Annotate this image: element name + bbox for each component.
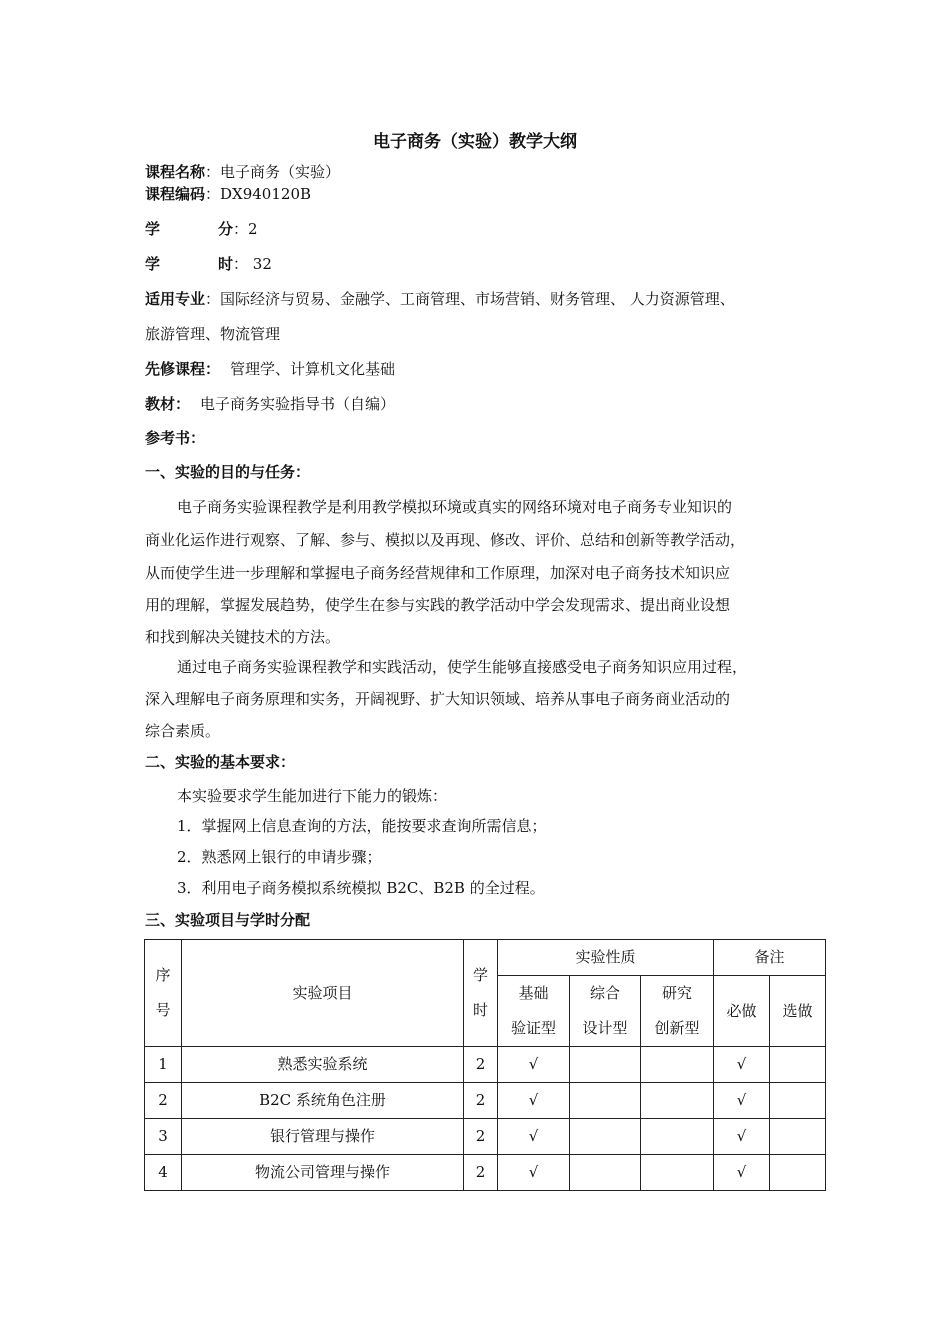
cell-hours: 2 <box>464 1083 498 1119</box>
experiment-table <box>144 939 826 1191</box>
course-name-label: 课程名称 <box>145 163 206 181</box>
cell-research <box>641 1119 714 1155</box>
section1-p1-line: 和找到解决关键技术的方法。 <box>145 628 341 646</box>
textbook-label: 教材： <box>145 395 191 413</box>
majors-label: 适用专业 <box>145 290 206 308</box>
table-row <box>145 1119 826 1155</box>
cell-basic: √ <box>498 1047 570 1083</box>
course-code-label: 课程编码 <box>145 185 206 203</box>
section2-heading: 二、实验的基本要求： <box>145 753 296 771</box>
prereq-value: 管理学、计算机文化基础 <box>230 360 396 378</box>
cell-comprehensive <box>570 1047 641 1083</box>
section1-p2-line: 深入理解电子商务原理和实务，开阔视野、扩大知识领域、培养从事电子商务商业活动的 <box>145 690 731 708</box>
course-name-value: ：电子商务（实验） <box>205 163 341 181</box>
cell-optional <box>770 1083 826 1119</box>
prereq-line <box>145 358 395 379</box>
section3-heading: 三、实验项目与学时分配 <box>145 911 311 929</box>
cell-seq: 2 <box>145 1083 182 1119</box>
header-comprehensive: 综合 设计型 <box>570 976 641 1047</box>
header-basic: 基础 验证型 <box>498 976 570 1047</box>
majors-line-2: 旅游管理、物流管理 <box>145 325 281 343</box>
textbook-line <box>145 393 395 414</box>
course-code-value: ：DX940120B <box>205 185 312 203</box>
credit-label-b: 分 <box>218 220 234 238</box>
course-name-line <box>145 161 340 182</box>
section1-p1-line: 电子商务实验课程教学是利用教学模拟环境或真实的网络环境对电子商务专业知识的 <box>177 498 733 516</box>
header-nature: 实验性质 <box>498 940 714 976</box>
section1-p1-line: 从而使学生进一步理解和掌握电子商务经营规律和工作原理，加深对电子商务技术知识应 <box>145 564 731 582</box>
cell-hours: 2 <box>464 1155 498 1191</box>
majors-line <box>145 288 735 309</box>
cell-comprehensive <box>570 1119 641 1155</box>
header-remark: 备注 <box>714 940 826 976</box>
hours-label-a: 学 <box>145 255 161 273</box>
section2-intro: 本实验要求学生能加进行下能力的锻炼： <box>177 787 448 805</box>
header-project: 实验项目 <box>182 940 464 1047</box>
cell-optional <box>770 1119 826 1155</box>
hours-line <box>145 253 272 274</box>
table-row <box>145 1083 826 1119</box>
cell-research <box>641 1083 714 1119</box>
cell-required: √ <box>714 1047 770 1083</box>
cell-hours: 2 <box>464 1119 498 1155</box>
cell-required: √ <box>714 1083 770 1119</box>
document-title: 电子商务（实验）教学大纲 <box>373 132 577 152</box>
majors-value: ：国际经济与贸易、金融学、工商管理、市场营销、财务管理、 人力资源管理、 <box>205 290 735 308</box>
header-hours: 学 时 <box>464 940 498 1047</box>
section1-p1-line: 商业化运作进行观察、了解、参与、模拟以及再现、修改、评价、总结和创新等教学活动， <box>145 531 746 549</box>
cell-optional <box>770 1155 826 1191</box>
header-seq: 序 号 <box>145 940 182 1047</box>
cell-required: √ <box>714 1155 770 1191</box>
credit-line <box>145 218 258 239</box>
cell-seq: 4 <box>145 1155 182 1191</box>
cell-hours: 2 <box>464 1047 498 1083</box>
cell-basic: √ <box>498 1119 570 1155</box>
cell-optional <box>770 1047 826 1083</box>
section1-heading: 一、实验的目的与任务： <box>145 463 311 481</box>
section1-p2-line: 通过电子商务实验课程教学和实践活动，使学生能够直接感受电子商务知识应用过程， <box>177 658 748 676</box>
table-header-row <box>145 940 826 976</box>
cell-comprehensive <box>570 1155 641 1191</box>
hours-value: ： 32 <box>233 255 272 273</box>
table-row <box>145 1047 826 1083</box>
reference-label: 参考书： <box>145 429 206 447</box>
hours-label-b: 时 <box>218 255 234 273</box>
cell-seq: 1 <box>145 1047 182 1083</box>
cell-project: 熟悉实验系统 <box>182 1047 464 1083</box>
requirement-item: 3．利用电子商务模拟系统模拟 B2C、B2B 的全过程。 <box>177 879 545 897</box>
requirement-item: 1．掌握网上信息查询的方法，能按要求查询所需信息； <box>177 817 547 835</box>
prereq-label: 先修课程： <box>145 360 221 378</box>
cell-basic: √ <box>498 1155 570 1191</box>
cell-comprehensive <box>570 1083 641 1119</box>
cell-project: 物流公司管理与操作 <box>182 1155 464 1191</box>
credit-value: ：2 <box>233 220 258 238</box>
cell-research <box>641 1155 714 1191</box>
header-optional: 选做 <box>770 976 826 1047</box>
cell-project: B2C 系统角色注册 <box>182 1083 464 1119</box>
cell-seq: 3 <box>145 1119 182 1155</box>
requirement-item: 2．熟悉网上银行的申请步骤； <box>177 848 382 866</box>
textbook-value: 电子商务实验指导书（自编） <box>200 395 396 413</box>
header-research: 研究 创新型 <box>641 976 714 1047</box>
header-required: 必做 <box>714 976 770 1047</box>
cell-basic: √ <box>498 1083 570 1119</box>
credit-label-a: 学 <box>145 220 161 238</box>
course-code-line <box>145 183 311 204</box>
table-row <box>145 1155 826 1191</box>
section1-p2-line: 综合素质。 <box>145 722 221 740</box>
cell-required: √ <box>714 1119 770 1155</box>
section1-p1-line: 用的理解，掌握发展趋势，使学生在参与实践的教学活动中学会发现需求、提出商业设想 <box>145 596 731 614</box>
cell-research <box>641 1047 714 1083</box>
cell-project: 银行管理与操作 <box>182 1119 464 1155</box>
